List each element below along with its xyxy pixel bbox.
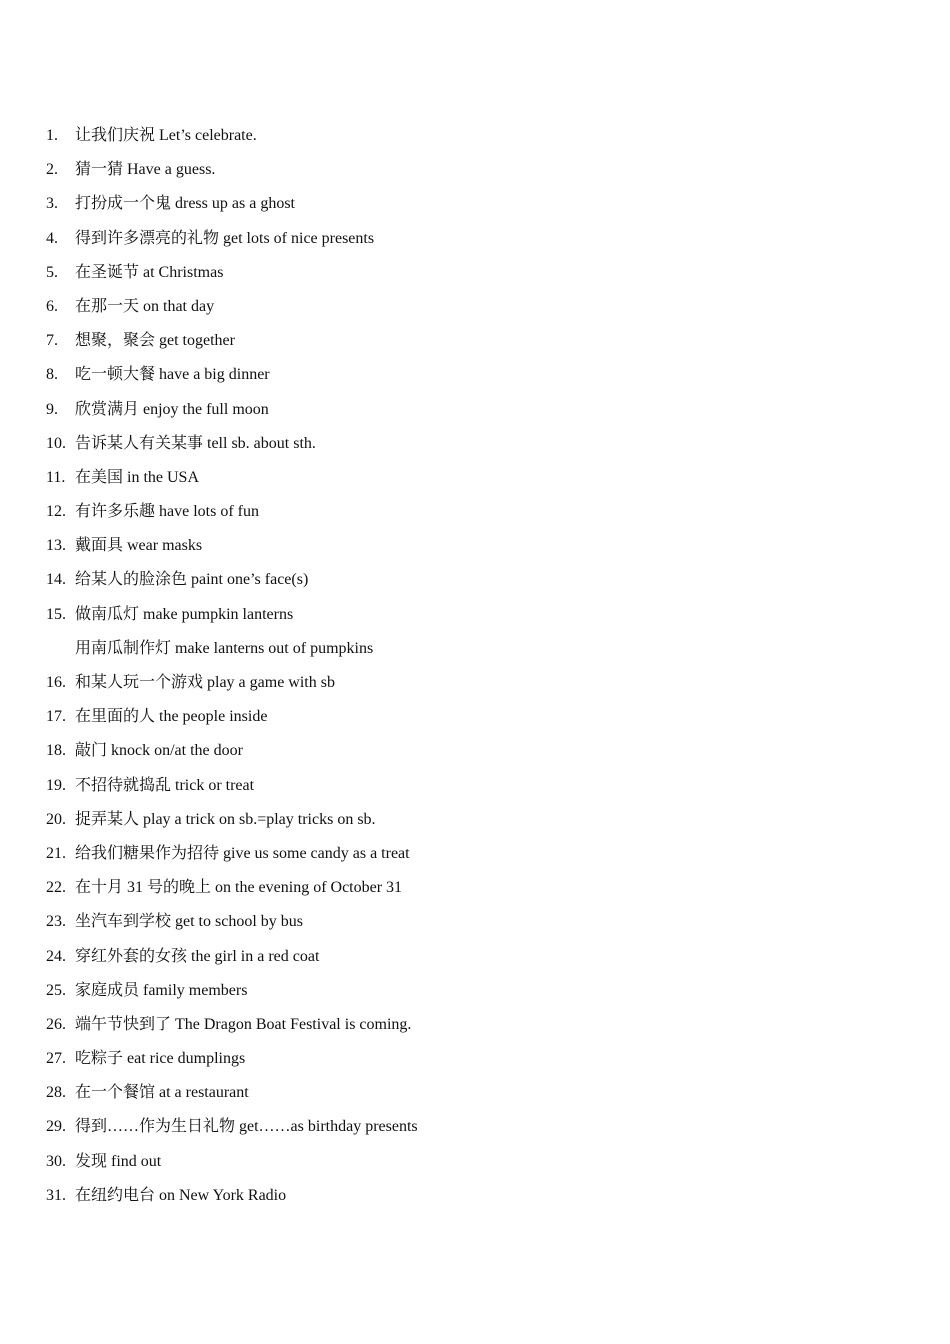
phrase-list bbox=[46, 122, 418, 1216]
item-number: 18. bbox=[46, 742, 66, 760]
item-text: 在里面的人 the people inside bbox=[75, 708, 268, 726]
list-item bbox=[46, 1079, 418, 1113]
item-text: 敲门 knock on/at the door bbox=[75, 742, 243, 760]
list-item bbox=[46, 361, 418, 395]
list-item bbox=[46, 1045, 418, 1079]
list-item bbox=[46, 396, 418, 430]
item-text: 在圣诞节 at Christmas bbox=[75, 263, 224, 281]
item-number: 29. bbox=[46, 1118, 66, 1136]
item-text: 让我们庆祝 Let’s celebrate. bbox=[75, 127, 257, 144]
list-item bbox=[46, 122, 418, 156]
list-item bbox=[46, 259, 418, 293]
item-text: 做南瓜灯 make pumpkin lanterns bbox=[75, 605, 294, 623]
item-text: 欣赏满月 enjoy the full moon bbox=[75, 400, 269, 418]
item-number: 26. bbox=[46, 1015, 66, 1033]
item-text: 吃粽子 eat rice dumplings bbox=[75, 1050, 246, 1068]
item-number: 19. bbox=[46, 776, 66, 794]
item-text: 得到……作为生日礼物 get……as birthday presents bbox=[75, 1118, 418, 1136]
list-item bbox=[46, 190, 418, 224]
item-number: 28. bbox=[46, 1084, 66, 1102]
list-item bbox=[46, 498, 418, 532]
list-item bbox=[46, 566, 418, 600]
item-text: 在十月 31 号的晚上 on the evening of October 31 bbox=[75, 879, 403, 897]
item-text: 不招待就捣乱 trick or treat bbox=[75, 776, 255, 794]
item-number: 5. bbox=[46, 263, 58, 281]
item-number: 8. bbox=[46, 366, 58, 384]
item-text: 端午节快到了 The Dragon Boat Festival is coming. bbox=[75, 1015, 412, 1033]
list-item bbox=[46, 1011, 418, 1045]
item-number: 16. bbox=[46, 674, 66, 691]
item-number: 1. bbox=[46, 127, 58, 144]
item-number: 12. bbox=[46, 503, 66, 521]
list-item bbox=[46, 874, 418, 908]
list-item bbox=[46, 1113, 418, 1147]
list-item bbox=[46, 635, 418, 669]
item-text: 用南瓜制作灯 make lanterns out of pumpkins bbox=[75, 639, 374, 657]
item-text: 穿红外套的女孩 the girl in a red coat bbox=[75, 947, 320, 965]
item-text: 在美国 in the USA bbox=[75, 468, 200, 486]
item-text: 捉弄某人 play a trick on sb.=play tricks on sb. bbox=[75, 810, 376, 828]
item-number: 31. bbox=[46, 1186, 66, 1204]
item-text: 在那一天 on that day bbox=[75, 297, 215, 315]
list-item bbox=[46, 532, 418, 566]
item-number bbox=[46, 635, 75, 669]
item-text: 得到许多漂亮的礼物 get lots of nice presents bbox=[75, 229, 375, 247]
item-number: 30. bbox=[46, 1152, 66, 1170]
item-number: 6. bbox=[46, 297, 58, 315]
item-number: 22. bbox=[46, 879, 66, 897]
item-text: 发现 find out bbox=[75, 1152, 162, 1170]
item-number: 7. bbox=[46, 332, 58, 350]
list-item bbox=[46, 943, 418, 977]
item-number: 3. bbox=[46, 195, 58, 213]
item-number: 23. bbox=[46, 913, 66, 931]
list-item bbox=[46, 806, 418, 840]
list-item bbox=[46, 908, 418, 942]
item-number: 11. bbox=[46, 468, 66, 486]
item-text: 和某人玩一个游戏 play a game with sb bbox=[75, 674, 335, 691]
item-number: 10. bbox=[46, 434, 66, 452]
item-text: 有许多乐趣 have lots of fun bbox=[75, 503, 259, 521]
item-number: 4. bbox=[46, 229, 58, 247]
item-number: 17. bbox=[46, 708, 66, 726]
list-item bbox=[46, 601, 418, 635]
item-text: 想聚，聚会 get together bbox=[75, 332, 235, 350]
list-item bbox=[46, 840, 418, 874]
list-item bbox=[46, 430, 418, 464]
item-text: 吃一顿大餐 have a big dinner bbox=[75, 366, 270, 384]
list-item bbox=[46, 772, 418, 806]
item-number: 24. bbox=[46, 947, 66, 965]
item-number: 13. bbox=[46, 537, 66, 555]
item-text: 给我们糖果作为招待 give us some candy as a treat bbox=[75, 844, 410, 862]
item-number: 9. bbox=[46, 400, 58, 418]
item-text: 在一个餐馆 at a restaurant bbox=[75, 1084, 249, 1102]
list-item bbox=[46, 293, 418, 327]
item-text: 打扮成一个鬼 dress up as a ghost bbox=[75, 195, 295, 213]
list-item bbox=[46, 1148, 418, 1182]
item-number: 2. bbox=[46, 161, 58, 179]
item-text: 告诉某人有关某事 tell sb. about sth. bbox=[75, 434, 316, 452]
item-text: 在纽约电台 on New York Radio bbox=[75, 1186, 287, 1204]
item-number: 14. bbox=[46, 571, 66, 589]
list-item bbox=[46, 1182, 418, 1216]
item-number: 15. bbox=[46, 605, 66, 623]
item-text: 猜一猜 Have a guess. bbox=[75, 161, 216, 179]
list-item bbox=[46, 737, 418, 771]
list-item bbox=[46, 464, 418, 498]
item-text: 家庭成员 family members bbox=[75, 981, 248, 999]
item-text: 戴面具 wear masks bbox=[75, 537, 203, 555]
item-text: 坐汽车到学校 get to school by bus bbox=[75, 913, 303, 931]
list-item bbox=[46, 669, 418, 703]
item-number: 21. bbox=[46, 844, 66, 862]
list-item bbox=[46, 156, 418, 190]
list-item bbox=[46, 225, 418, 259]
list-item bbox=[46, 327, 418, 361]
list-item bbox=[46, 977, 418, 1011]
item-text: 给某人的脸涂色 paint one’s face(s) bbox=[75, 571, 309, 589]
item-number: 25. bbox=[46, 981, 66, 999]
item-number: 20. bbox=[46, 810, 66, 828]
list-item bbox=[46, 703, 418, 737]
item-number: 27. bbox=[46, 1050, 66, 1068]
